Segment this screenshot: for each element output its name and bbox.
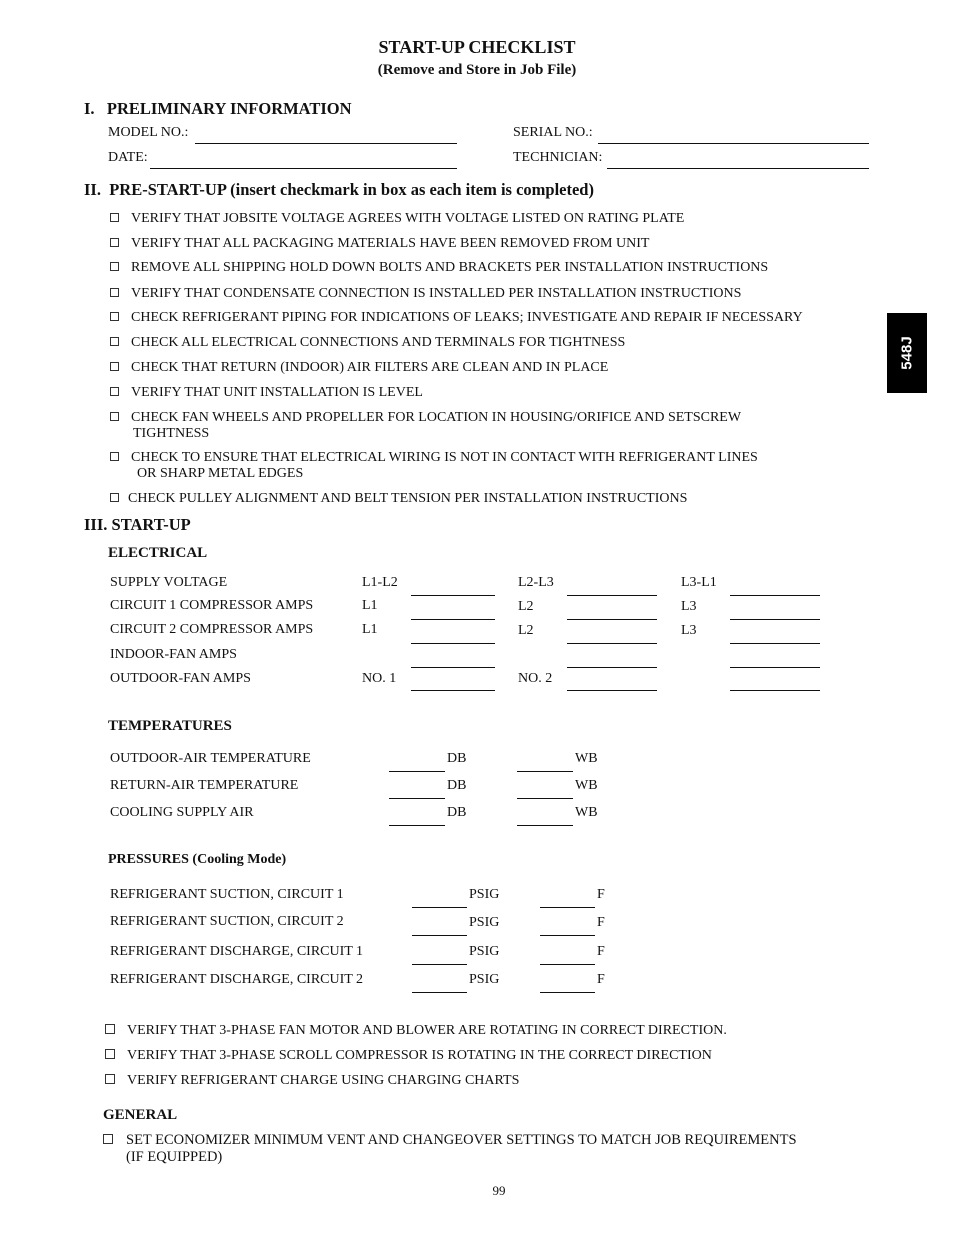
outdoor-air-wb-field[interactable] [517, 771, 573, 772]
checkbox[interactable] [105, 1024, 115, 1034]
technician-label: TECHNICIAN: [513, 150, 603, 165]
electrical-col1-label: L1-L2 [362, 575, 398, 590]
checkbox[interactable] [110, 387, 119, 396]
electrical-col2-label: L2-L3 [518, 575, 554, 590]
circuit2-amps-l3-field[interactable] [730, 643, 820, 644]
checkbox[interactable] [105, 1074, 115, 1084]
checkbox[interactable] [110, 337, 119, 346]
checklist-item: CHECK PULLEY ALIGNMENT AND BELT TENSION PER INSTALLATION INSTRUCTIONS [110, 491, 687, 507]
temperature-row-label: RETURN-AIR TEMPERATURE [110, 778, 299, 793]
return-air-db-field[interactable] [389, 798, 445, 799]
supply-voltage-l3l1-field[interactable] [730, 595, 820, 596]
outdoor-fan-amps-field-3[interactable] [730, 690, 820, 691]
page-title: START-UP CHECKLIST [378, 37, 576, 57]
indoor-fan-amps-field-2[interactable] [567, 667, 657, 668]
side-tab [887, 313, 927, 393]
electrical-row-label: CIRCUIT 1 COMPRESSOR AMPS [110, 598, 314, 613]
model-no-label: MODEL NO.: [108, 125, 189, 140]
outdoor-fan-amps-no2-field[interactable] [567, 690, 657, 691]
circuit1-amps-l2-field[interactable] [567, 619, 657, 620]
unit-db: DB [447, 751, 467, 766]
checkbox[interactable] [110, 213, 119, 222]
checklist-item: CHECK FAN WHEELS AND PROPELLER FOR LOCATION IN HOUSING/ORIFICE AND SETSCREW [110, 410, 741, 426]
checklist-item: CHECK ALL ELECTRICAL CONNECTIONS AND TERMINALS FOR TIGHTNESS [110, 335, 625, 351]
suction-c1-f-field[interactable] [540, 907, 595, 908]
electrical-row-label: INDOOR-FAN AMPS [110, 647, 237, 662]
checklist-item: CHECK TO ENSURE THAT ELECTRICAL WIRING IS NOT IN CONTACT WITH REFRIGERANT LINES [110, 450, 758, 466]
electrical-col1-label: NO. 1 [362, 671, 397, 686]
unit-f: F [597, 972, 605, 987]
indoor-fan-amps-field-1[interactable] [411, 667, 495, 668]
unit-f: F [597, 944, 605, 959]
circuit2-amps-l1-field[interactable] [411, 643, 495, 644]
supply-voltage-l1l2-field[interactable] [411, 595, 495, 596]
electrical-col1-label: L1 [362, 622, 378, 637]
discharge-c1-f-field[interactable] [540, 964, 595, 965]
circuit1-amps-l1-field[interactable] [411, 619, 495, 620]
temperature-row-label: COOLING SUPPLY AIR [110, 805, 254, 820]
unit-db: DB [447, 778, 467, 793]
suction-c1-psig-field[interactable] [412, 907, 467, 908]
checkbox[interactable] [110, 493, 119, 502]
electrical-row-label: CIRCUIT 2 COMPRESSOR AMPS [110, 622, 314, 637]
discharge-c2-f-field[interactable] [540, 992, 595, 993]
checkbox[interactable] [110, 412, 119, 421]
checklist-item: VERIFY THAT 3-PHASE SCROLL COMPRESSOR IS ROTATING IN THE CORRECT DIRECTION [105, 1048, 712, 1064]
pressures-heading: PRESSURES (Cooling Mode) [108, 852, 287, 867]
discharge-c1-psig-field[interactable] [412, 964, 467, 965]
electrical-col3-label: L3-L1 [681, 575, 717, 590]
unit-psig: PSIG [469, 887, 500, 902]
checkbox[interactable] [110, 312, 119, 321]
checklist-item: REMOVE ALL SHIPPING HOLD DOWN BOLTS AND BRACKETS PER INSTALLATION INSTRUCTIONS [110, 260, 768, 276]
unit-wb: WB [575, 778, 598, 793]
checklist-item: VERIFY REFRIGERANT CHARGE USING CHARGING CHARTS [105, 1073, 519, 1089]
supply-voltage-l2l3-field[interactable] [567, 595, 657, 596]
pressure-row-label: REFRIGERANT DISCHARGE, CIRCUIT 2 [110, 972, 364, 987]
checklist-item: VERIFY THAT 3-PHASE FAN MOTOR AND BLOWER ARE ROTATING IN CORRECT DIRECTION. [105, 1023, 727, 1039]
unit-wb: WB [575, 751, 598, 766]
page-number: 99 [492, 1183, 506, 1198]
date-label: DATE: [108, 150, 148, 165]
checklist-item: VERIFY THAT UNIT INSTALLATION IS LEVEL [110, 385, 423, 401]
unit-psig: PSIG [469, 915, 500, 930]
electrical-row-label: OUTDOOR-FAN AMPS [110, 671, 251, 686]
checklist-item-continuation: OR SHARP METAL EDGES [137, 466, 304, 481]
checklist-item-continuation: TIGHTNESS [133, 426, 210, 441]
electrical-col2-label: L2 [518, 623, 534, 638]
checklist-item: VERIFY THAT CONDENSATE CONNECTION IS INSTALLED PER INSTALLATION INSTRUCTIONS [110, 286, 741, 302]
side-tab-label: 548J [898, 336, 916, 370]
unit-db: DB [447, 805, 467, 820]
electrical-col3-label: L3 [681, 599, 697, 614]
unit-f: F [597, 915, 605, 930]
circuit2-amps-l2-field[interactable] [567, 643, 657, 644]
checklist-item-continuation: (IF EQUIPPED) [126, 1149, 223, 1165]
unit-f: F [597, 887, 605, 902]
checklist-item: SET ECONOMIZER MINIMUM VENT AND CHANGEOVER SETTINGS TO MATCH JOB REQUIREMENTS [103, 1132, 797, 1149]
pressure-row-label: REFRIGERANT DISCHARGE, CIRCUIT 1 [110, 944, 364, 959]
section-heading-startup: III. START-UP [84, 515, 191, 534]
pressure-row-label: REFRIGERANT SUCTION, CIRCUIT 2 [110, 914, 344, 929]
suction-c2-f-field[interactable] [540, 935, 595, 936]
unit-psig: PSIG [469, 972, 500, 987]
section-heading-prestart: II. PRE-START-UP (insert checkmark in box as each item is completed) [84, 180, 594, 199]
checkbox[interactable] [110, 238, 119, 247]
checkbox[interactable] [110, 452, 119, 461]
checklist-item: CHECK REFRIGERANT PIPING FOR INDICATIONS OF LEAKS; INVESTIGATE AND REPAIR IF NECESSARY [110, 310, 803, 326]
checkbox[interactable] [105, 1049, 115, 1059]
temperature-row-label: OUTDOOR-AIR TEMPERATURE [110, 751, 311, 766]
return-air-wb-field[interactable] [517, 798, 573, 799]
electrical-row-label: SUPPLY VOLTAGE [110, 575, 228, 590]
cooling-supply-wb-field[interactable] [517, 825, 573, 826]
checklist-item: VERIFY THAT JOBSITE VOLTAGE AGREES WITH VOLTAGE LISTED ON RATING PLATE [110, 211, 684, 227]
indoor-fan-amps-field-3[interactable] [730, 667, 820, 668]
outdoor-fan-amps-no1-field[interactable] [411, 690, 495, 691]
circuit1-amps-l3-field[interactable] [730, 619, 820, 620]
model-no-field[interactable] [195, 143, 457, 144]
electrical-col3-label: L3 [681, 623, 697, 638]
suction-c2-psig-field[interactable] [412, 935, 467, 936]
electrical-col2-label: NO. 2 [518, 671, 553, 686]
checklist-item: VERIFY THAT ALL PACKAGING MATERIALS HAVE BEEN REMOVED FROM UNIT [110, 236, 649, 252]
general-heading: GENERAL [103, 1107, 178, 1123]
serial-no-label: SERIAL NO.: [513, 125, 593, 140]
section-heading-preliminary: I. PRELIMINARY INFORMATION [84, 99, 352, 118]
temperatures-heading: TEMPERATURES [108, 718, 232, 734]
outdoor-air-db-field[interactable] [389, 771, 445, 772]
unit-wb: WB [575, 805, 598, 820]
date-field[interactable] [150, 168, 457, 169]
discharge-c2-psig-field[interactable] [412, 992, 467, 993]
electrical-col1-label: L1 [362, 598, 378, 613]
technician-field[interactable] [607, 168, 869, 169]
cooling-supply-db-field[interactable] [389, 825, 445, 826]
serial-no-field[interactable] [598, 143, 869, 144]
checkbox[interactable] [110, 362, 119, 371]
checkbox[interactable] [110, 288, 119, 297]
electrical-heading: ELECTRICAL [108, 545, 208, 561]
unit-psig: PSIG [469, 944, 500, 959]
electrical-col2-label: L2 [518, 599, 534, 614]
checkbox[interactable] [110, 262, 119, 271]
checklist-item: CHECK THAT RETURN (INDOOR) AIR FILTERS ARE CLEAN AND IN PLACE [110, 360, 608, 376]
pressure-row-label: REFRIGERANT SUCTION, CIRCUIT 1 [110, 887, 344, 902]
checkbox[interactable] [103, 1134, 113, 1144]
page-subtitle: (Remove and Store in Job File) [377, 62, 577, 78]
